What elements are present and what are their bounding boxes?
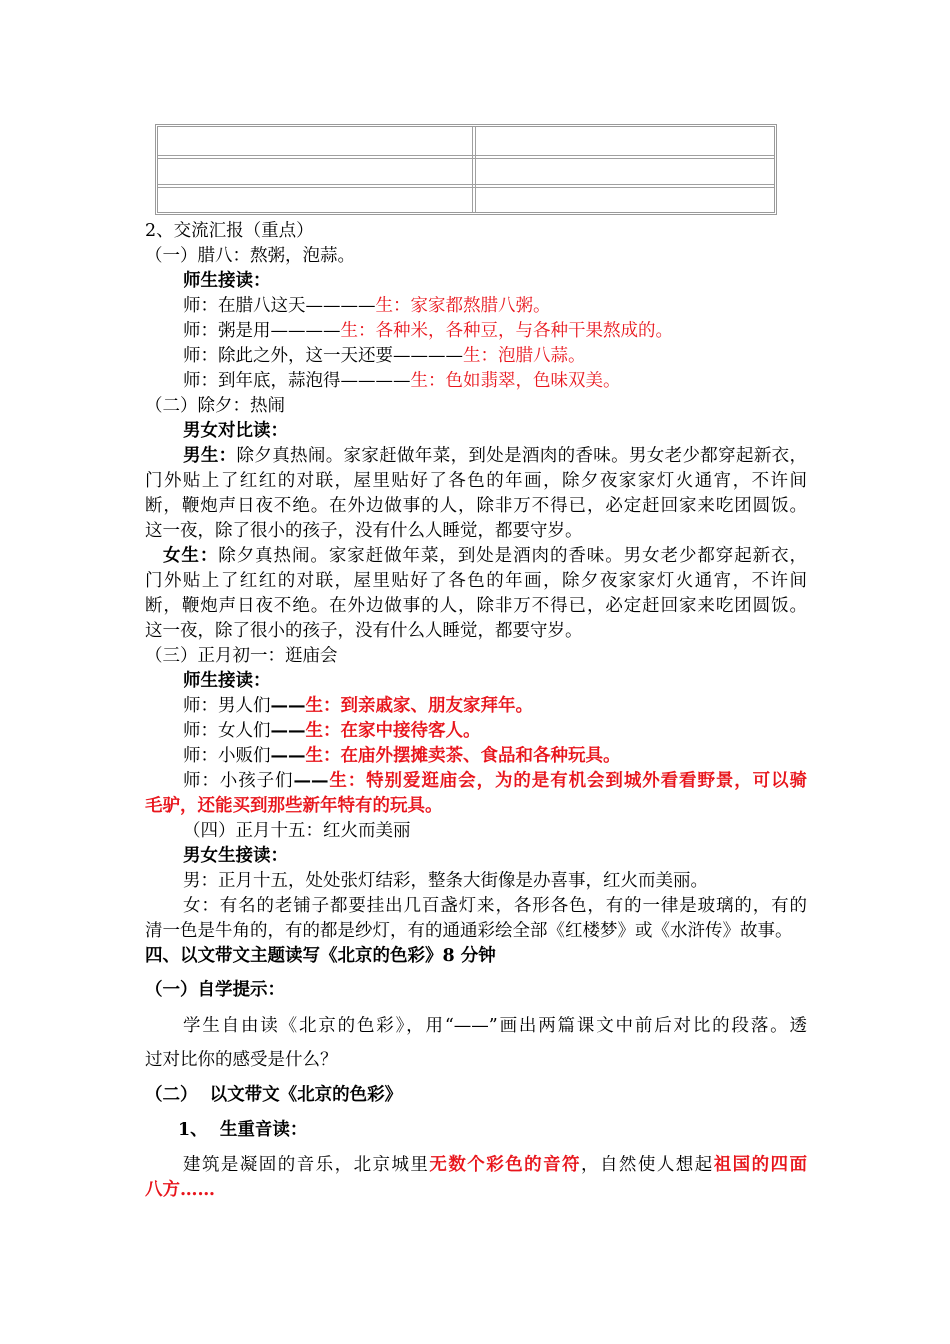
empty-table xyxy=(155,124,777,215)
teacher-text: 师：到年底，蒜泡得———— xyxy=(183,371,411,391)
reading-text: 建筑是凝固的音乐，北京城里 xyxy=(183,1155,430,1175)
girls-paragraph-line xyxy=(163,544,807,568)
part-2-title: （二）除夕：热闹 xyxy=(145,396,285,416)
part-4-method: 男女生接读： xyxy=(183,846,288,866)
girls-paragraph-line: 断，鞭炮声日夜不绝。在外边做事的人，除非万不得已，必定赶回家来吃团圆饭。 xyxy=(145,596,807,616)
boys-paragraph-line: 断，鞭炮声日夜不绝。在外边做事的人，除非万不得已，必定赶回家来吃团圆饭。 xyxy=(145,496,807,516)
student-text: 生：到亲戚家、朋友家拜年。 xyxy=(305,696,533,716)
part-1-title: （一）腊八：熬粥，泡蒜。 xyxy=(145,246,355,266)
teacher-text: 师：女人们 xyxy=(183,721,271,741)
teacher-text: 师：除此之外，这一天还要———— xyxy=(183,346,463,366)
part-2-method: 男女对比读： xyxy=(183,421,288,441)
student-text: 生：在庙外摆摊卖茶、食品和各种玩具。 xyxy=(305,746,621,766)
dialogue-line xyxy=(183,344,586,368)
teacher-text: 师：小贩们 xyxy=(183,746,271,766)
part-1-method: 师生接读： xyxy=(183,271,271,291)
student-text: 生：色如翡翠，色味双美。 xyxy=(410,371,621,391)
student-text: 生：在家中接待客人。 xyxy=(305,721,481,741)
girl-line: 女：有名的老铺子都要挂出几百盏灯来，各形各色，有的一律是玻璃的，有的 xyxy=(183,896,807,916)
dialogue-line xyxy=(183,744,621,768)
section-4-heading: 四、以文带文主题读写《北京的色彩》8 分钟 xyxy=(145,946,496,966)
part-4-title: （四）正月十五：红火而美丽 xyxy=(183,821,411,841)
girls-paragraph-line: 门外贴上了红红的对联，屋里贴好了各色的年画，除夕夜家家灯火通宵，不许间 xyxy=(145,571,807,591)
teacher-text: 师：男人们 xyxy=(183,696,271,716)
section-2-heading: 2、交流汇报（重点） xyxy=(145,221,314,241)
table-row-divider xyxy=(158,184,774,188)
table-column-divider xyxy=(472,127,476,212)
emphasis-text: 祖国的四面 xyxy=(713,1155,807,1175)
emphasis-text: 无数个彩色的音符 xyxy=(429,1155,582,1175)
prompt-line: 过对比你的感受是什么？ xyxy=(145,1050,338,1070)
reading-line xyxy=(183,1153,807,1177)
boys-label: 男生： xyxy=(183,446,237,466)
table-row-divider xyxy=(158,155,774,159)
boys-paragraph-line: 门外贴上了红红的对联，屋里贴好了各色的年画，除夕夜家家灯火通宵，不许间 xyxy=(145,471,807,491)
girls-label: 女生： xyxy=(163,546,219,566)
girls-paragraph-line: 这一夜，除了很小的孩子，没有什么人睡觉，都要守岁。 xyxy=(145,621,583,641)
girl-line: 清一色是牛角的，有的都是纱灯，有的通通彩绘全部《红楼梦》或《水浒传》故事。 xyxy=(145,921,793,941)
prompt-line: 学生自由读《北京的色彩》，用“——”画出两篇课文中前后对比的段落。透 xyxy=(183,1016,807,1036)
dash: —— xyxy=(293,771,329,791)
teacher-text: 师：在腊八这天———— xyxy=(183,296,376,316)
dialogue-line xyxy=(183,769,807,793)
self-study-heading: （一）自学提示： xyxy=(145,980,285,1000)
paragraph-text: 除夕真热闹。家家赶做年菜，到处是酒肉的香味。男女老少都穿起新衣， xyxy=(236,446,807,466)
student-text: 生：特别爱逛庙会，为的是有机会到城外看看野景，可以骑 xyxy=(328,771,807,791)
dialogue-line xyxy=(183,369,621,393)
part-3-method: 师生接读： xyxy=(183,671,271,691)
emphasis-text: 八方…… xyxy=(145,1180,215,1200)
student-text: 生：各种米，各种豆，与各种干果熬成的。 xyxy=(340,321,673,341)
teacher-text: 师：小孩子们 xyxy=(183,771,294,791)
teacher-text: 师：粥是用———— xyxy=(183,321,341,341)
dialogue-line xyxy=(183,719,481,743)
boys-paragraph-line xyxy=(183,444,807,468)
dash: —— xyxy=(270,696,306,716)
reading-heading: （二） 以文带文《北京的色彩》 xyxy=(145,1085,403,1105)
dialogue-line xyxy=(183,694,533,718)
part-3-title: （三）正月初一：逛庙会 xyxy=(145,646,338,666)
boy-line: 男：正月十五，处处张灯结彩，整条大街像是办喜事，红火而美丽。 xyxy=(183,871,708,891)
student-text: 生：家家都熬腊八粥。 xyxy=(375,296,551,316)
boys-paragraph-line: 这一夜，除了很小的孩子，没有什么人睡觉，都要守岁。 xyxy=(145,521,583,541)
dialogue-line xyxy=(183,294,551,318)
reading-text: ，自然使人想起 xyxy=(581,1155,714,1175)
student-text: 生：泡腊八蒜。 xyxy=(463,346,586,366)
dash: —— xyxy=(270,721,306,741)
student-text-continued: 毛驴，还能买到那些新年特有的玩具。 xyxy=(145,796,443,816)
dialogue-line xyxy=(183,319,673,343)
paragraph-text: 除夕真热闹。家家赶做年菜，到处是酒肉的香味。男女老少都穿起新衣， xyxy=(218,546,807,566)
dash: —— xyxy=(270,746,306,766)
reading-item: 1、 生重音读： xyxy=(178,1120,308,1140)
